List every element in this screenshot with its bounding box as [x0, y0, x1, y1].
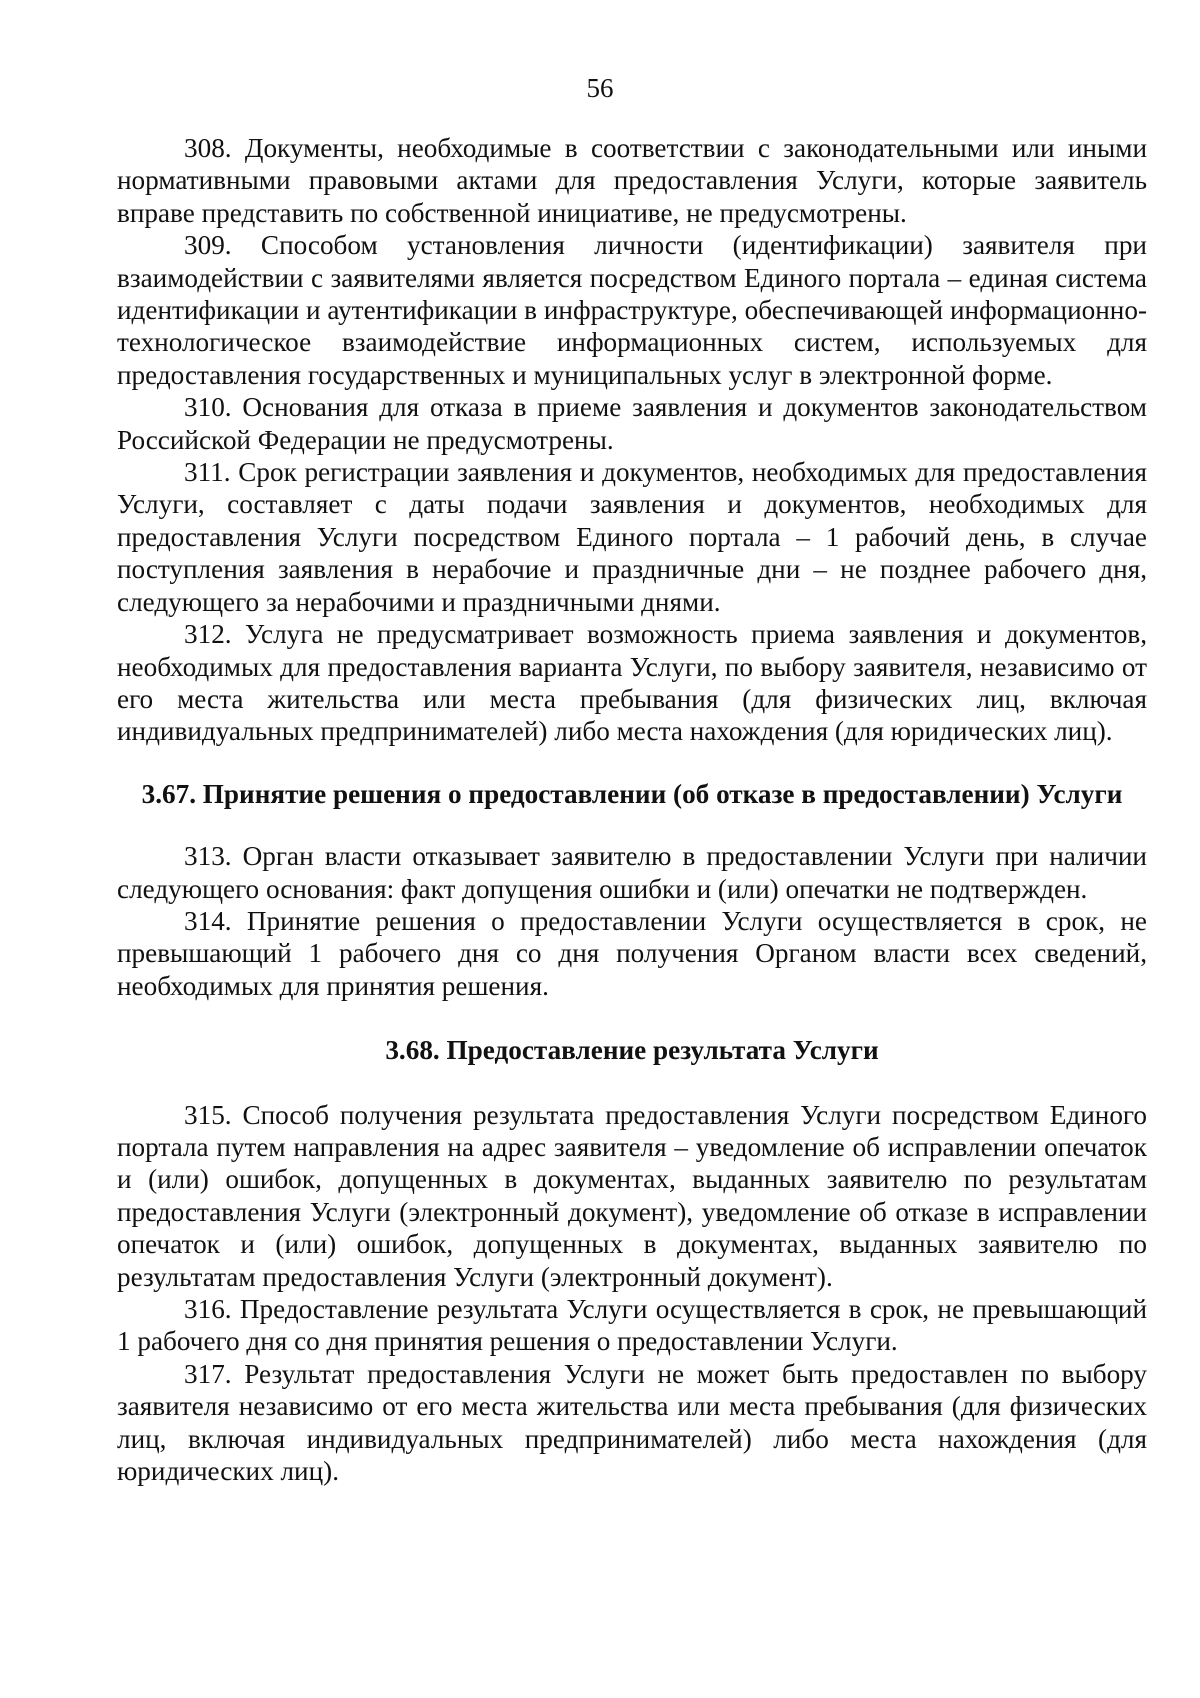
paragraph-313: 313. Орган власти отказывает заявителю в предоставлении Услуги при наличии следующего основания: факт допущения ошибки и (или) опечатки не подтвержден. [117, 841, 1147, 904]
document-body [117, 132, 1147, 1487]
paragraph-317: 317. Результат предоставления Услуги не может быть предоставлен по выбору заявителя независимо от его места жительства или места пребывания (для физических лиц, включая индивидуальных предпринимателей) либо места нахождения (для юридических лиц). [117, 1358, 1147, 1487]
paragraph-308: 308. Документы, необходимые в соответствии с законодательными или иными нормативными правовыми актами для предоставления Услуги, которые заявитель вправе представить по собственной инициативе, не предусмотрены. [117, 133, 1147, 228]
paragraph-315: 315. Способ получения результата предоставления Услуги посредством Единого портала путем направления на адрес заявителя – уведомление об исправлении опечаток и (или) ошибок, допущенных в документах, выданных заявителю по результатам предоставления Услуги (электронный документ), уведомление об отказе в исправлении опечаток и (или) ошибок, допущенных в документах, выданных заявителю по результатам предоставления Услуги (электронный документ). [117, 1099, 1147, 1292]
paragraph-312: 312. Услуга не предусматривает возможность приема заявления и документов, необходимых для предоставления варианта Услуги, по выбору заявителя, независимо от его места жительства или места пребывания (для физических лиц, включая индивидуальных предпринимателей) либо места нахождения (для юридических лиц). [117, 619, 1147, 747]
paragraph-311: 311. Срок регистрации заявления и документов, необходимых для предоставления Услуги, составляет с даты подачи заявления и документов, необходимых для предоставления Услуги посредством Единого портала – 1 рабочий день, в случае поступления заявления в нерабочие и праздничные дни – не позднее рабочего дня, следующего за нерабочими и праздничными днями. [117, 457, 1147, 617]
page-number: 56 [586, 73, 614, 103]
paragraph-316: 316. Предоставление результата Услуги осуществляется в срок, не превышающий 1 рабочего дня со дня принятия решения о предоставлении Услуги. [117, 1294, 1147, 1357]
paragraph-309: 309. Способом установления личности (идентификации) заявителя при взаимодействии с заявителями является посредством Единого портала – единая система идентификации и аутентификации в инфраструктуре, обеспечивающей информационно-технологическое взаимодействие информационных систем, используемых для предоставления государственных и муниципальных услуг в электронной форме. [117, 230, 1147, 390]
section-heading-3-68: 3.68. Предоставление результата Услуги [385, 1035, 879, 1066]
section-heading-3-67: 3.67. Принятие решения о предоставлении (об отказе в предоставлении) Услуги [141, 778, 1123, 809]
paragraph-310: 310. Основания для отказа в приеме заявления и документов законодательством Российской Федерации не предусмотрены. [117, 392, 1147, 455]
paragraph-314: 314. Принятие решения о предоставлении Услуги осуществляется в срок, не превышающий 1 рабочего дня со дня получения Органом власти всех сведений, необходимых для принятия решения. [117, 905, 1147, 1001]
